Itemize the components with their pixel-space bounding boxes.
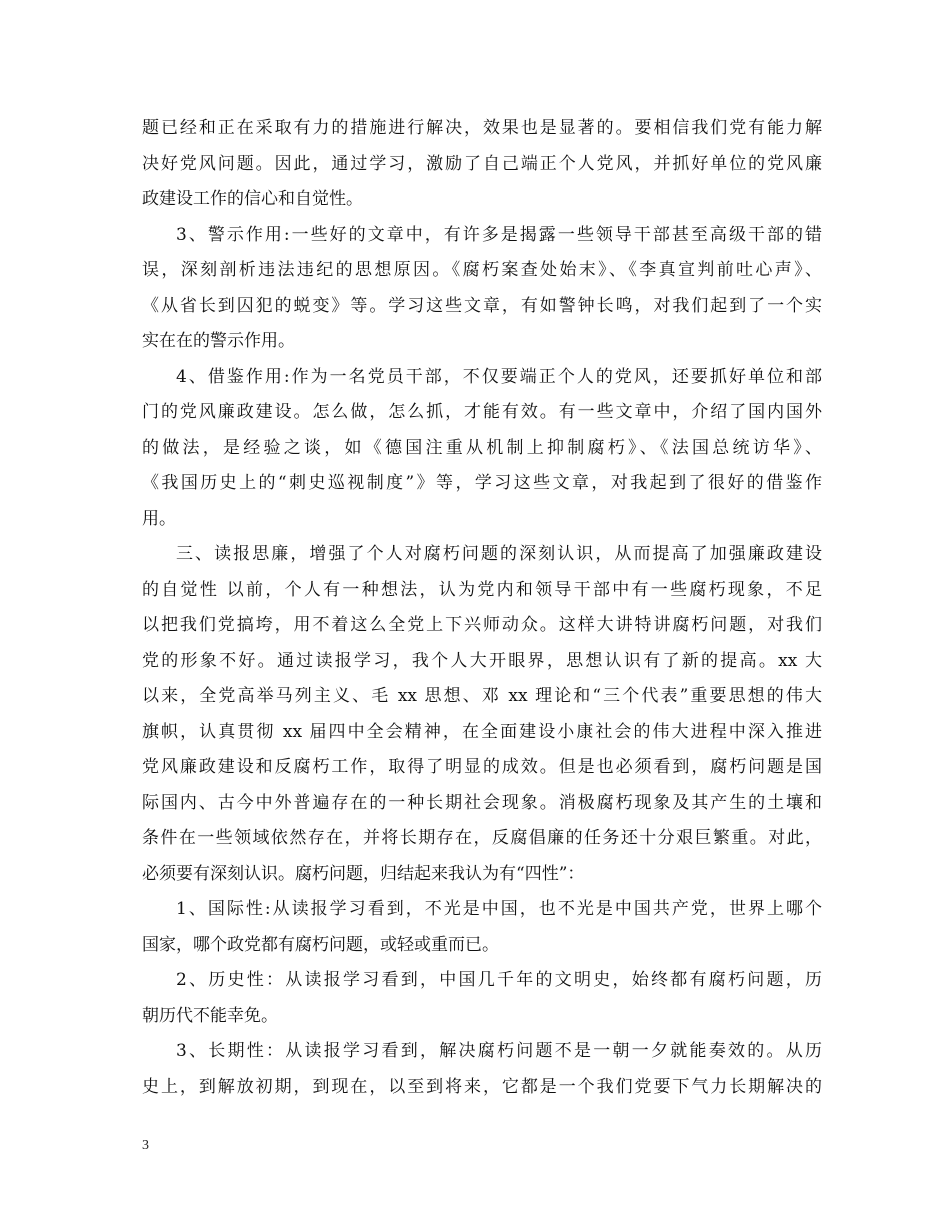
text-line: 题已经和正在采取有力的措施进行解决，效果也是显著的。要相信我们党有能力解 <box>142 118 822 138</box>
paragraph-start-line: 1、国际性:从读报学习看到，不光是中国，也不光是中国共产党，世界上哪个 <box>176 899 822 919</box>
text-line: 实在在的警示作用。 <box>142 331 295 351</box>
text-line: 必须要有深刻认识。腐朽问题，归结起来我认为有“四性”： <box>142 863 585 884</box>
page-number: 3 <box>142 1138 149 1153</box>
text-line: 史上，到解放初期，到现在，以至到将来，它都是一个我们党要下气力长期解决的 <box>142 1076 822 1097</box>
text-line: 政建设工作的信心和自觉性。 <box>142 189 363 209</box>
body-text <box>142 111 822 1105</box>
paragraph-start-line: 2、历史性：从读报学习看到，中国几千年的文明史，始终都有腐朽问题，历 <box>176 970 822 990</box>
text-line: 朝历代不能幸免。 <box>142 1005 278 1026</box>
text-line: 以把我们党搞垮，用不着这么全党上下兴师动众。这样大讲特讲腐朽问题，对我们 <box>142 615 822 635</box>
text-line: 《我国历史上的“刺史巡视制度”》等，学习这些文章，对我起到了很好的借鉴作 <box>142 473 822 493</box>
text-line: 门的党风廉政建设。怎么做，怎么抓，才能有效。有一些文章中，介绍了国内国外 <box>142 402 822 422</box>
text-line: 党的形象不好。通过读报学习，我个人大开眼界，思想认识有了新的提高。xx 大 <box>142 650 822 671</box>
text-line: 党风廉政建设和反腐朽工作，取得了明显的成效。但是也必须看到，腐朽问题是国 <box>142 757 822 777</box>
text-line: 际国内、古今中外普遍存在的一种长期社会现象。消极腐朽现象及其产生的土壤和 <box>142 792 822 813</box>
text-line: 条件在一些领域依然存在，并将长期存在，反腐倡廉的任务还十分艰巨繁重。对此， <box>142 828 822 848</box>
paragraph-start-line: 三、读报思廉，增强了个人对腐朽问题的深刻认识，从而提高了加强廉政建设 <box>176 544 822 564</box>
paragraph-start-line: 3、长期性：从读报学习看到，解决腐朽问题不是一朝一夕就能奏效的。从历 <box>176 1041 822 1061</box>
text-line: 的自觉性 以前，个人有一种想法，认为党内和领导干部中有一些腐朽现象，不足 <box>142 579 822 600</box>
text-line: 决好党风问题。因此，通过学习，激励了自己端正个人党风，并抓好单位的党风廉 <box>142 153 822 174</box>
text-line: 旗帜，认真贯彻 xx 届四中全会精神，在全面建设小康社会的伟大进程中深入推进 <box>142 721 822 742</box>
text-line: 用。 <box>142 508 176 529</box>
text-line: 的做法，是经验之谈，如《德国注重从机制上抑制腐朽》、《法国总统访华》、 <box>142 437 822 458</box>
text-line: 国家，哪个政党都有腐朽问题，或轻或重而已。 <box>142 934 499 955</box>
text-line: 《从省长到囚犯的蜕变》等。学习这些文章，有如警钟长鸣，对我们起到了一个实 <box>142 295 822 316</box>
text-line: 误，深刻剖析违法违纪的思想原因。《腐朽案查处始末》、《李真宣判前吐心声》、 <box>142 260 822 280</box>
text-line: 以来，全党高举马列主义、毛 xx 思想、邓 xx 理论和“三个代表”重要思想的伟大 <box>142 686 822 706</box>
paragraph-start-line: 4、借鉴作用:作为一名党员干部，不仅要端正个人的党风，还要抓好单位和部 <box>176 366 822 387</box>
paragraph-start-line: 3、警示作用:一些好的文章中，有许多是揭露一些领导干部甚至高级干部的错 <box>176 224 822 245</box>
